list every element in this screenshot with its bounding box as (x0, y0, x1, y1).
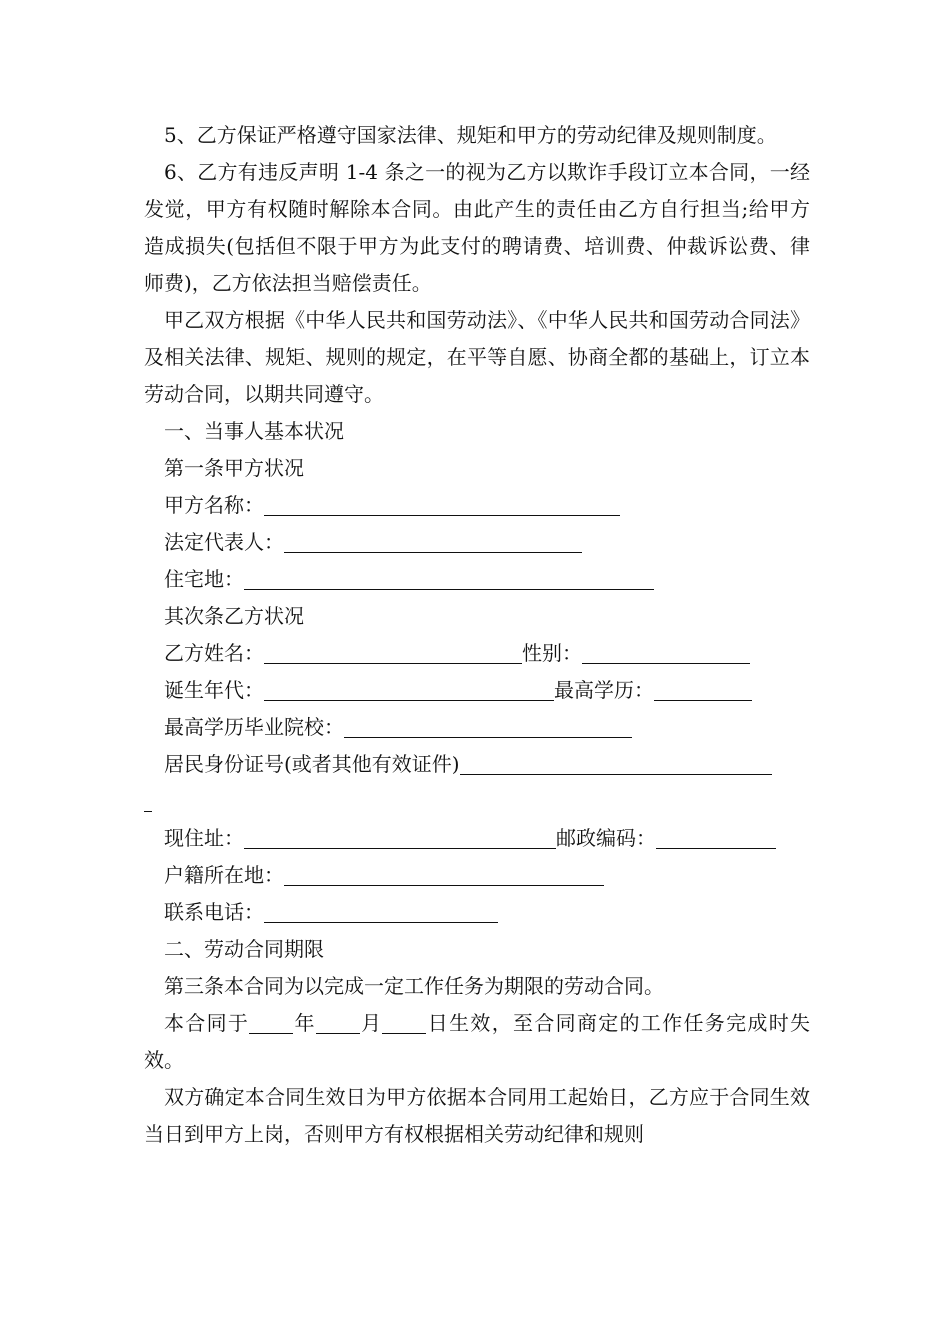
preamble-paragraph: 甲乙双方根据《中华人民共和国劳动法》、《中华人民共和国劳动合同法》及相关法律、规矩、规则的规定，在平等自愿、协商全都的基础上，订立本劳动合同，以期共同遵守。 (144, 308, 810, 406)
gender-blank (582, 641, 750, 664)
clause-6: 6、乙方有违反声明 1-4 条之一的视为乙方以欺诈手段订立本合同，一经发觉，甲方有权随时解除本合同。由此产生的责任由乙方自行担当;给甲方造成损失(包括但不限于甲方为此支付的聘请费、培训费、仲裁诉讼费、律师费)，乙方依法担当赔偿责任。 (144, 160, 810, 295)
party-a-name-blank (264, 493, 620, 516)
gender-label: 性别： (522, 641, 582, 665)
party-a-name-label: 甲方名称： (164, 493, 264, 517)
year-blank (249, 1011, 293, 1034)
household-row (144, 857, 810, 894)
school-row (144, 709, 810, 746)
party-b-name-row (144, 635, 810, 672)
party-b-name-label: 乙方姓名： (164, 641, 264, 665)
id-number-continuation (144, 783, 810, 820)
legal-rep-blank (284, 530, 582, 553)
residence-row (144, 561, 810, 598)
postcode-blank (656, 826, 776, 849)
school-label: 最高学历毕业院校： (164, 715, 344, 739)
party-b-name-blank (264, 641, 522, 664)
section-heading-term: 二、劳动合同期限 (164, 937, 324, 961)
start-date-paragraph: 双方确定本合同生效日为甲方依据本合同用工起始日，乙方应于合同生效当日到甲方上岗，否则甲方有权根据相关劳动纪律和规则 (144, 1085, 810, 1146)
phone-row (144, 894, 810, 931)
article-2-heading: 其次条乙方状况 (164, 604, 304, 628)
section-heading-parties: 一、当事人基本状况 (164, 419, 344, 443)
education-blank (654, 678, 752, 701)
id-number-blank-tail (144, 789, 152, 812)
year-label: 年 (293, 1011, 316, 1035)
legal-rep-label: 法定代表人： (164, 530, 284, 554)
effective-suffix: 日生效，至合同商定的工作任务完成时失效。 (144, 1011, 811, 1072)
residence-blank (244, 567, 654, 590)
address-row (144, 820, 810, 857)
effective-prefix: 本合同于 (164, 1011, 250, 1035)
phone-blank (264, 900, 498, 923)
legal-rep-row (144, 524, 810, 561)
article-3: 第三条本合同为以完成一定工作任务为期限的劳动合同。 (164, 974, 664, 998)
clause-5: 5、乙方保证严格遵守国家法律、规矩和甲方的劳动纪律及规则制度。 (164, 123, 777, 147)
birth-label: 诞生年代： (164, 678, 264, 702)
household-label: 户籍所在地： (164, 863, 284, 887)
education-label: 最高学历： (554, 678, 654, 702)
id-number-row (144, 746, 810, 783)
document-body (144, 117, 810, 1153)
day-blank (382, 1011, 426, 1034)
address-blank (244, 826, 556, 849)
month-blank (316, 1011, 360, 1034)
birth-row (144, 672, 810, 709)
birth-blank (264, 678, 554, 701)
month-label: 月 (359, 1011, 383, 1035)
article-1-heading: 第一条甲方状况 (164, 456, 304, 480)
id-number-label: 居民身份证号(或者其他有效证件) (164, 752, 460, 776)
residence-label: 住宅地： (164, 567, 244, 591)
household-blank (284, 863, 604, 886)
address-label: 现住址： (164, 826, 244, 850)
postcode-label: 邮政编码： (556, 826, 656, 850)
id-number-blank (460, 752, 772, 775)
phone-label: 联系电话： (164, 900, 264, 924)
school-blank (344, 715, 632, 738)
effective-date-paragraph (144, 1005, 810, 1079)
party-a-name-row (144, 487, 810, 524)
